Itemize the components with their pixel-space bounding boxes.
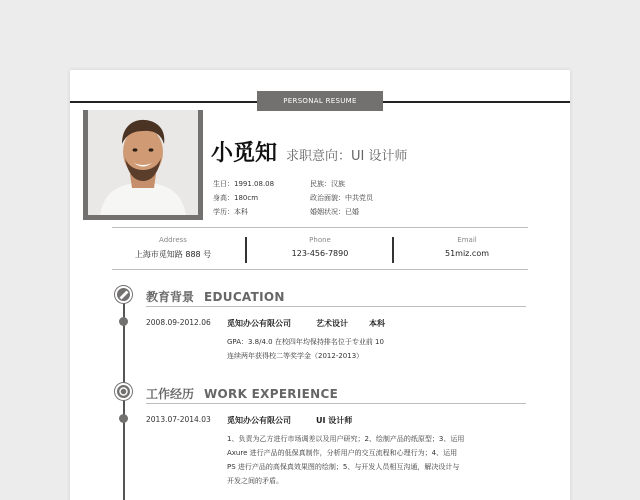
resume-page — [70, 70, 570, 500]
info-marital: 婚姻状况：已婚 — [310, 208, 359, 216]
timeline-dot — [119, 317, 128, 326]
education-major: 艺术设计 — [316, 319, 348, 328]
work-title-cn: 工作经历 — [146, 387, 195, 401]
address-label: Address — [159, 236, 187, 244]
education-line: 连续两年获得校二等奖学金（2012-2013） — [227, 352, 364, 360]
education-school: 觅知办公有限公司 — [227, 319, 291, 328]
work-title-en: WORK EXPERIENCE — [204, 387, 339, 401]
info-birth: 生日：1991.08.08 — [213, 180, 275, 188]
work-line: 1、负责为乙方进行市场调差以及用户研究；2、绘制产品的纸原型；3、运用 — [227, 435, 465, 443]
work-details — [227, 432, 464, 488]
resume-banner: PERSONAL RESUME — [257, 91, 383, 111]
address-value: 上海市觅知路 888 号 — [134, 250, 212, 259]
work-line: 开发之间的矛盾。 — [227, 477, 283, 485]
work-icon — [115, 383, 132, 400]
education-rule — [146, 306, 526, 307]
work-heading — [146, 385, 338, 402]
education-icon — [115, 286, 132, 303]
phone-value: 123-456-7890 — [291, 249, 349, 258]
work-date: 2013.07-2014.03 — [146, 415, 211, 424]
education-details — [227, 335, 384, 363]
profile-photo — [88, 110, 198, 215]
work-role: UI 设计师 — [316, 416, 353, 425]
education-date: 2008.09-2012.06 — [146, 318, 211, 327]
info-ethnicity: 民族：汉族 — [310, 180, 345, 188]
contact-phone — [260, 236, 380, 258]
info-political: 政治面貌：中共党员 — [310, 194, 373, 202]
phone-label: Phone — [309, 236, 331, 244]
education-heading — [146, 288, 285, 305]
info-height: 身高：180cm — [213, 194, 259, 202]
email-value[interactable]: 51miz.com — [444, 249, 490, 258]
work-line: PS 进行产品的高保真效果图的绘制；5、与开发人员相互沟通，解决设计与 — [227, 463, 460, 471]
work-rule — [146, 403, 526, 404]
job-intent: 求职意向：UI 设计师 — [286, 149, 408, 164]
work-company: 觅知办公有限公司 — [227, 416, 291, 425]
education-degree: 本科 — [369, 319, 385, 328]
timeline-dot — [119, 414, 128, 423]
contact-bottom-rule — [112, 269, 528, 270]
contact-divider — [392, 237, 394, 263]
portrait-icon — [88, 110, 198, 215]
work-line: Axure 进行产品的低保真制作，分析用户的交互流程和心理行为；4、运用 — [227, 449, 458, 457]
education-title-en: EDUCATION — [204, 290, 285, 304]
education-title-cn: 教育背景 — [146, 290, 195, 304]
info-education: 学历：本科 — [213, 208, 248, 216]
contact-top-rule — [112, 227, 528, 228]
candidate-name: 小觅知 — [211, 141, 278, 166]
email-label: Email — [457, 236, 477, 244]
contact-divider — [245, 237, 247, 263]
education-line: GPA：3.8/4.0 在校四年均保持排名位于专业前 10 — [227, 338, 384, 346]
contact-email — [407, 236, 527, 258]
contact-address — [113, 236, 233, 260]
